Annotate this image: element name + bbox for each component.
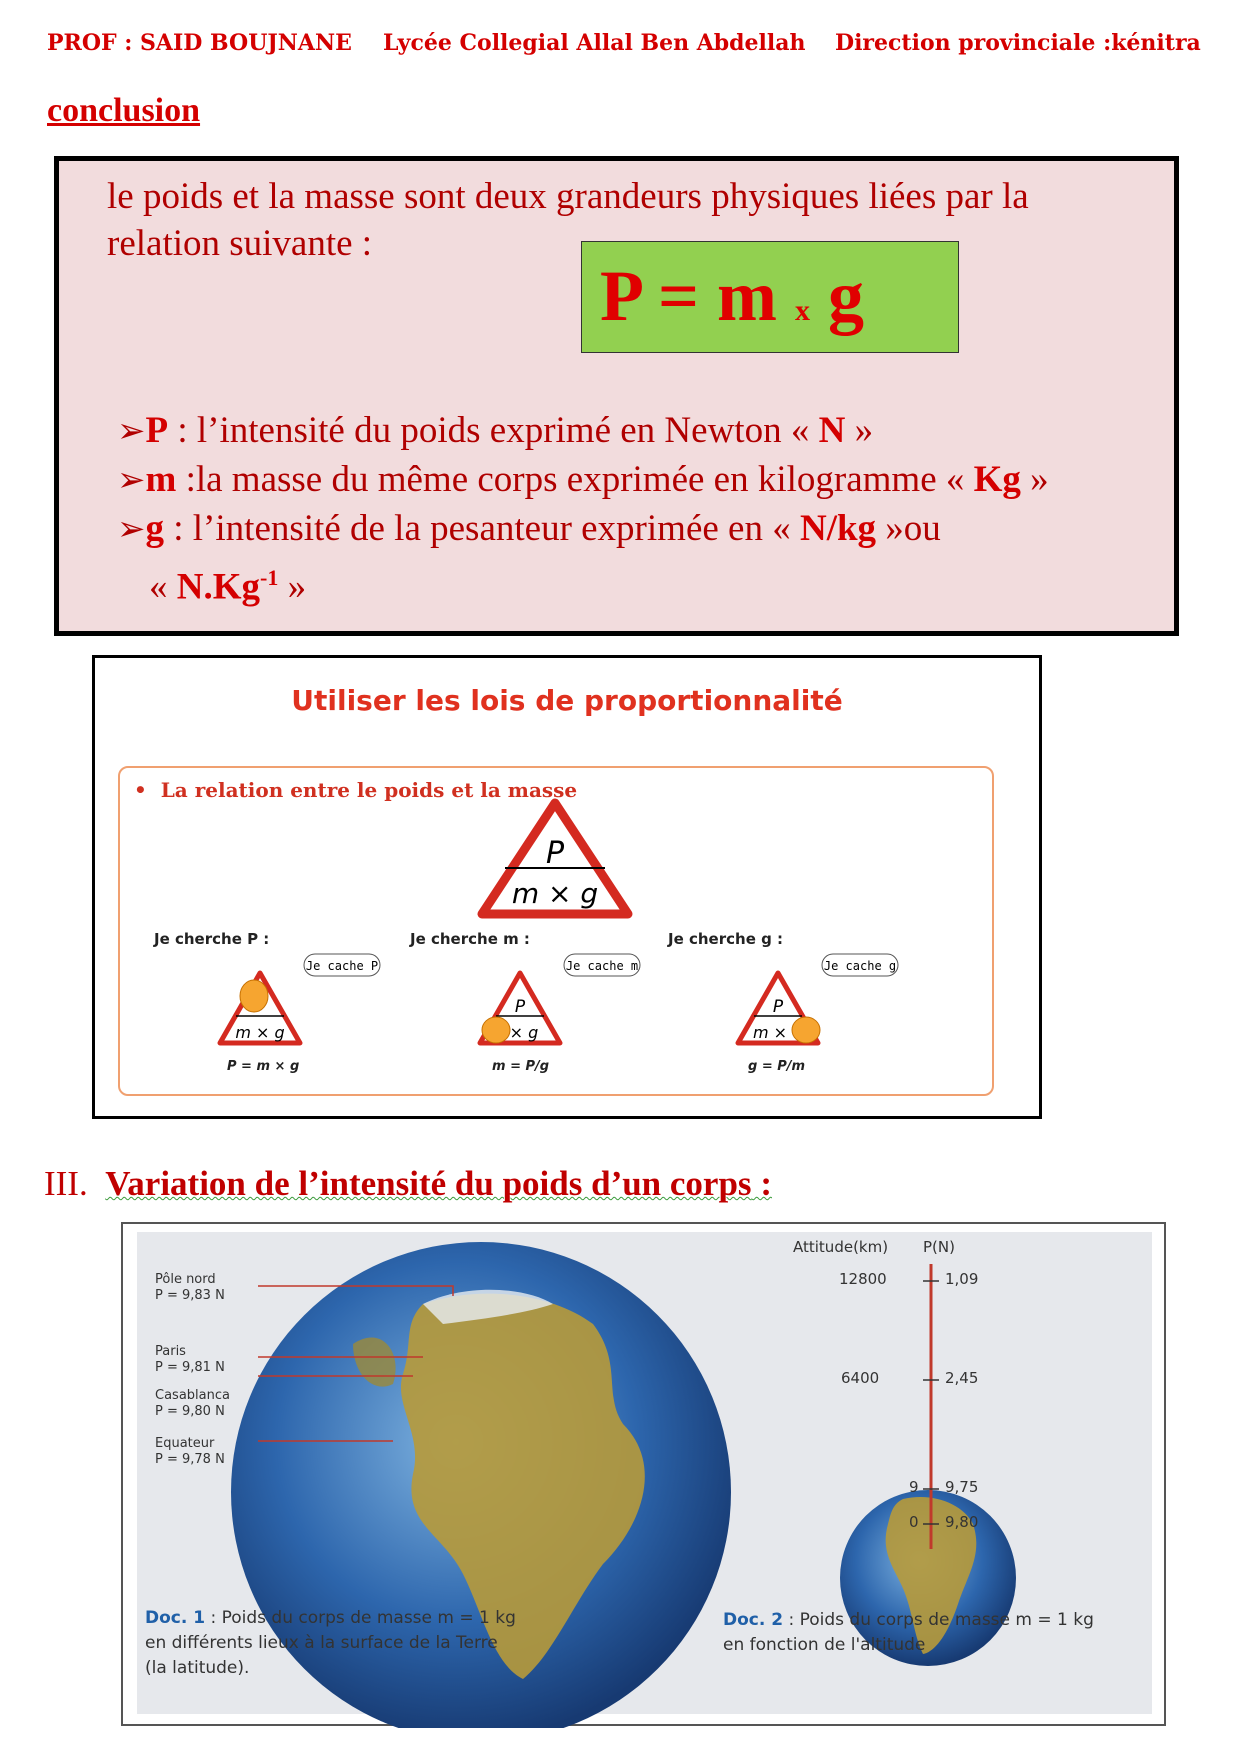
axis-label-p: P(N) — [923, 1238, 955, 1256]
def-unit: N.Kg — [176, 566, 260, 608]
place: Casablanca — [155, 1388, 230, 1403]
proportion-bullet-text: La relation entre le poids et la masse — [160, 778, 578, 802]
formula-right: g — [828, 256, 865, 336]
case-label-g: Je cherche g : — [668, 930, 784, 948]
case-eq-p: P = m × g — [227, 1059, 300, 1074]
def-symbol: m — [145, 459, 177, 500]
caption-doc2-line1: : Poids du corps de masse m = 1 kg — [783, 1610, 1094, 1630]
axis-label-altitude: Attitude(km) — [793, 1238, 889, 1256]
def-symbol: g — [145, 508, 164, 549]
label-equateur — [155, 1436, 225, 1468]
section3-number: III. — [44, 1164, 88, 1203]
proportion-panel — [118, 766, 994, 1096]
def-text: : l’intensité de la pesanteur exprimée en « — [164, 508, 800, 549]
definition-p — [117, 407, 1049, 456]
def-text-end: » — [845, 410, 874, 451]
proportion-title: Utiliser les lois de proportionnalité — [291, 684, 843, 717]
tick-p-9-80: 9,80 — [945, 1513, 979, 1531]
formula-box — [581, 241, 959, 353]
case-label-p: Je cherche P : — [154, 930, 270, 948]
earth-figure — [121, 1222, 1166, 1726]
def-text: : l’intensité du poids exprimé en Newton « — [168, 410, 819, 451]
header-school: Lycée Collegial Allal Ben Abdellah — [383, 30, 806, 56]
def-symbol: P — [145, 410, 169, 451]
caption-doc2-line2: en fonction de l'altitude — [723, 1635, 926, 1655]
place: Equateur — [155, 1436, 215, 1451]
big-bottom: m × g — [511, 877, 599, 910]
conclusion-heading: conclusion — [47, 92, 201, 129]
bubble-text: Je cache P — [305, 959, 379, 973]
caption-doc1-line3: (la latitude). — [145, 1658, 250, 1678]
tick-p-2-45: 2,45 — [945, 1369, 979, 1387]
tick-p-9-75: 9,75 — [945, 1478, 979, 1496]
label-paris — [155, 1344, 225, 1376]
arrow-bullet-icon: ➢ — [117, 413, 146, 450]
hand-icon — [482, 1017, 510, 1043]
caption-doc1 — [145, 1606, 516, 1681]
case-bottom: m × g — [235, 1023, 285, 1042]
value: P = 9,81 N — [155, 1360, 225, 1375]
case-top: P — [772, 997, 784, 1017]
case-eq-m: m = P/g — [492, 1059, 550, 1074]
proportion-figure — [92, 655, 1042, 1119]
definition-m — [117, 456, 1049, 505]
definition-g-cont — [117, 554, 1049, 611]
tick-alt-12800: 12800 — [839, 1270, 887, 1288]
formula-times: x — [795, 294, 811, 327]
section3-colon: : — [751, 1164, 772, 1203]
def-close: » — [278, 566, 307, 608]
hand-icon — [240, 980, 268, 1012]
arrow-bullet-icon: ➢ — [117, 462, 146, 499]
section3-heading — [44, 1164, 772, 1204]
value: P = 9,83 N — [155, 1288, 225, 1303]
arrow-bullet-icon: ➢ — [117, 511, 146, 548]
caption-doc2 — [723, 1608, 1094, 1658]
value: P = 9,80 N — [155, 1404, 225, 1419]
def-text: :la masse du même corps exprimée en kilogramme « — [176, 459, 974, 500]
conclusion-box — [54, 156, 1179, 636]
tick-alt-0: 0 — [909, 1513, 919, 1531]
formula-left: P = m — [600, 256, 778, 336]
case-bottom: × g — [509, 1023, 539, 1042]
conclusion-intro: le poids et la masse sont deux grandeurs physiques liées par la relation suivante : — [107, 176, 1029, 264]
caption-doc1-line1: : Poids du corps de masse m = 1 kg — [205, 1608, 516, 1628]
label-casablanca — [155, 1388, 230, 1420]
bubble-text: Je cache m — [565, 959, 639, 973]
def-unit: N — [818, 410, 846, 451]
case-top: P — [514, 997, 526, 1017]
big-triangle — [482, 803, 628, 914]
label-pole-nord — [155, 1272, 225, 1304]
def-exponent: -1 — [260, 565, 279, 590]
def-unit: N/kg — [799, 508, 877, 549]
def-text-end: »ou — [876, 508, 941, 549]
case-triangle-p — [220, 954, 380, 1043]
tick-alt-9: 9 — [909, 1478, 919, 1496]
case-eq-g: g = P/m — [748, 1059, 806, 1074]
definitions-list — [117, 407, 1049, 611]
header-prof: PROF : SAID BOUJNANE — [47, 30, 352, 56]
def-open: « — [149, 566, 177, 608]
header-direction: Direction provinciale :kénitra — [835, 30, 1201, 56]
caption-doc1-line2: en différents lieux à la surface de la Terre — [145, 1633, 498, 1653]
case-bottom: m × — [752, 1023, 788, 1042]
hand-icon — [792, 1017, 820, 1043]
tick-alt-6400: 6400 — [841, 1369, 880, 1387]
value: P = 9,78 N — [155, 1452, 225, 1467]
big-top: P — [545, 836, 565, 871]
case-triangle-g — [738, 954, 898, 1043]
def-text-end: » — [1020, 459, 1049, 500]
tick-p-1-09: 1,09 — [945, 1270, 979, 1288]
section3-title: Variation de l’intensité du poids d’un corps — [105, 1164, 752, 1203]
caption-doc2-label: Doc. 2 — [723, 1610, 784, 1630]
definition-g — [117, 505, 1049, 554]
case-label-m: Je cherche m : — [410, 930, 530, 948]
case-triangle-m — [480, 954, 640, 1043]
bubble-text: Je cache g — [823, 959, 897, 973]
proportion-bullet: • La relation entre le poids et la masse — [134, 778, 578, 802]
def-unit: Kg — [973, 459, 1021, 500]
place: Pôle nord — [155, 1272, 216, 1287]
place: Paris — [155, 1344, 186, 1359]
caption-doc1-label: Doc. 1 — [145, 1608, 206, 1628]
